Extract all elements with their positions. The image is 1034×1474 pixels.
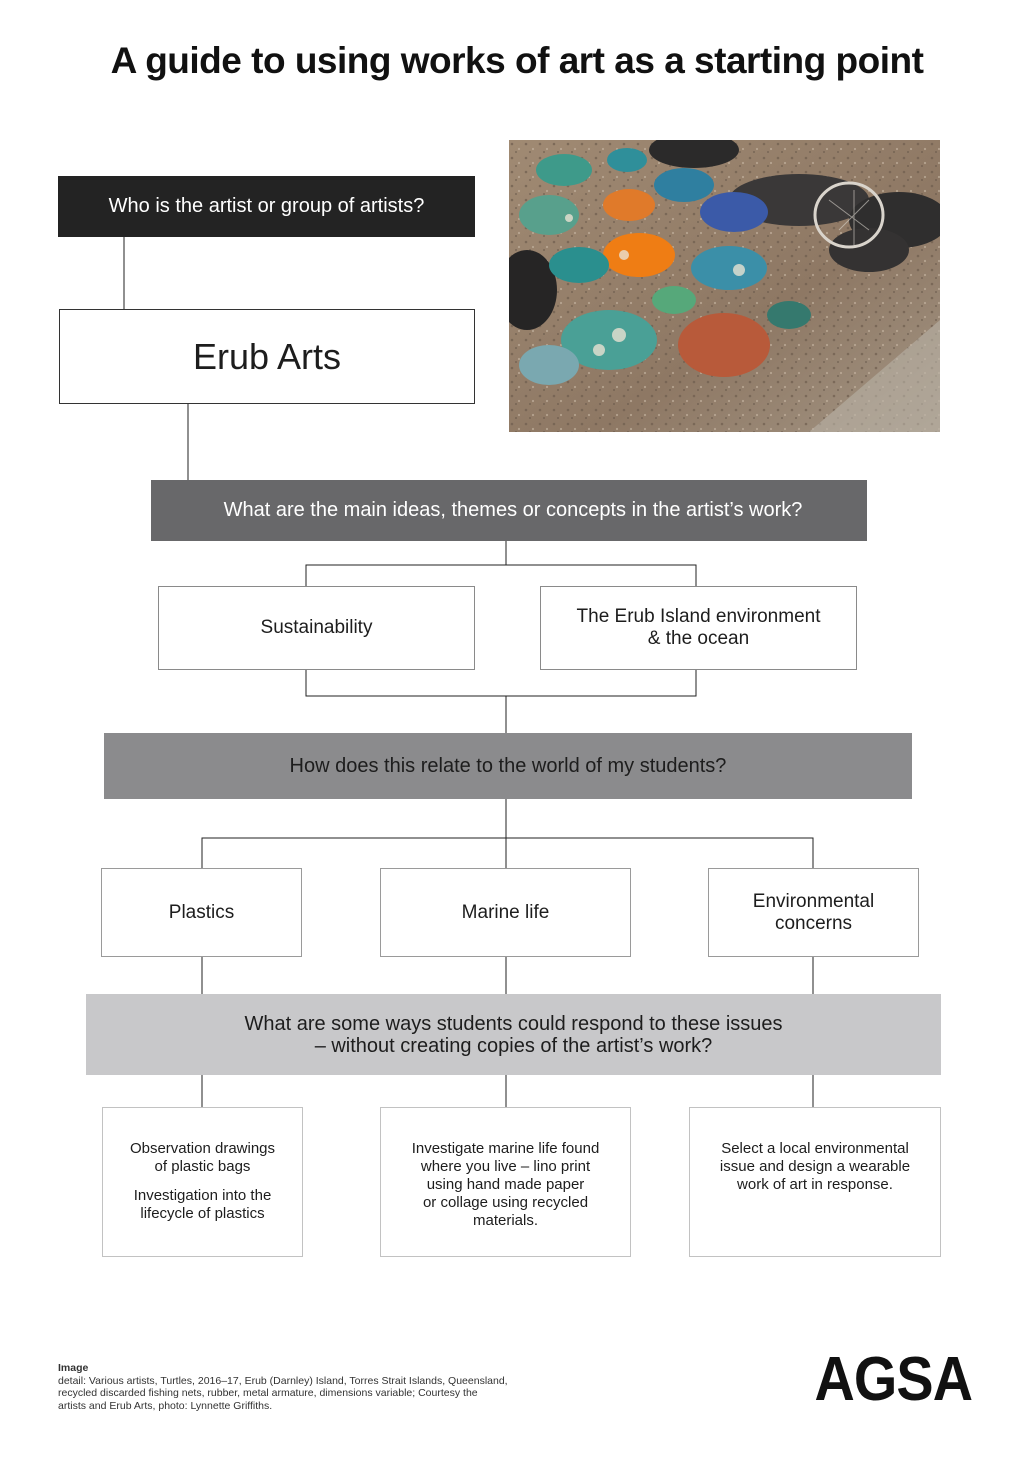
question-artist-text: Who is the artist or group of artists? [108,195,425,217]
theme-sustainability-line1: Sustainability [260,617,373,638]
page-title: A guide to using works of art as a starting point [110,40,924,81]
artist-name: Erub Arts [192,335,342,377]
question-themes-text: What are the main ideas, themes or concepts in the artist’s work? [223,499,803,521]
turtles-artwork-photo [509,140,940,432]
response-plastics-p2-line2: lifecycle of plastics [140,1205,265,1222]
topic-box-marine-life [380,868,631,957]
theme-environment-line2: & the ocean [647,628,750,649]
response-environmental-line3: work of art in response. [737,1176,893,1193]
response-environmental-line1: Select a local environmental [721,1140,909,1157]
image-credit-line2: recycled discarded fishing nets, rubber, metal armature, dimensions variable; Courtesy the [58,1387,478,1399]
response-box-environmental [689,1107,941,1257]
response-plastics-p2-line1: Investigation into the [133,1187,272,1204]
response-marine-line3: using hand made paper [426,1176,585,1193]
response-box-plastics [102,1107,303,1257]
response-marine-line5: materials. [472,1212,539,1229]
theme-environment-line1: The Erub Island environment [576,606,821,627]
response-plastics-p1-line2: of plastic bags [154,1158,251,1175]
question-artist-banner [58,176,475,237]
image-credit-line1: detail: Various artists, Turtles, 2016–17, Erub (Darnley) Island, Torres Strait Islands, Queensland, [58,1374,508,1387]
question-respond-line1: What are some ways students could respond to these issues [244,1012,783,1035]
response-marine-line1: Investigate marine life found [411,1140,600,1157]
topic-marine-line1: Marine life [461,901,550,923]
connector-themes-join [306,670,696,696]
artist-box [59,309,475,404]
topic-environmental-line2: concerns [774,912,853,934]
response-box-marine-life [380,1107,631,1257]
topic-plastics-line1: Plastics [168,901,235,923]
response-plastics-p1-line1: Observation drawings [129,1140,276,1157]
image-credit-line3: artists and Erub Arts, photo: Lynnette Griffiths. [58,1399,273,1412]
question-respond-banner [86,994,941,1075]
image-credit-heading: Image [58,1362,89,1374]
topic-box-environmental-concerns [708,868,919,957]
agsa-logo: AGSA [814,1345,972,1414]
theme-box-sustainability [158,586,475,670]
theme-box-erub-environment [540,586,857,670]
topic-environmental-line1: Environmental [752,890,875,912]
response-marine-line2: where you live – lino print [420,1158,591,1175]
response-marine-line4: or collage using recycled [422,1194,589,1211]
question-respond-line2: – without creating copies of the artist’s work? [314,1034,713,1057]
response-environmental-line2: issue and design a wearable [719,1158,911,1175]
image-credit [58,1362,618,1412]
topic-box-plastics [101,868,302,957]
question-relate-banner [104,733,912,799]
question-relate-text: How does this relate to the world of my students? [289,754,727,777]
question-themes-banner [151,480,867,541]
